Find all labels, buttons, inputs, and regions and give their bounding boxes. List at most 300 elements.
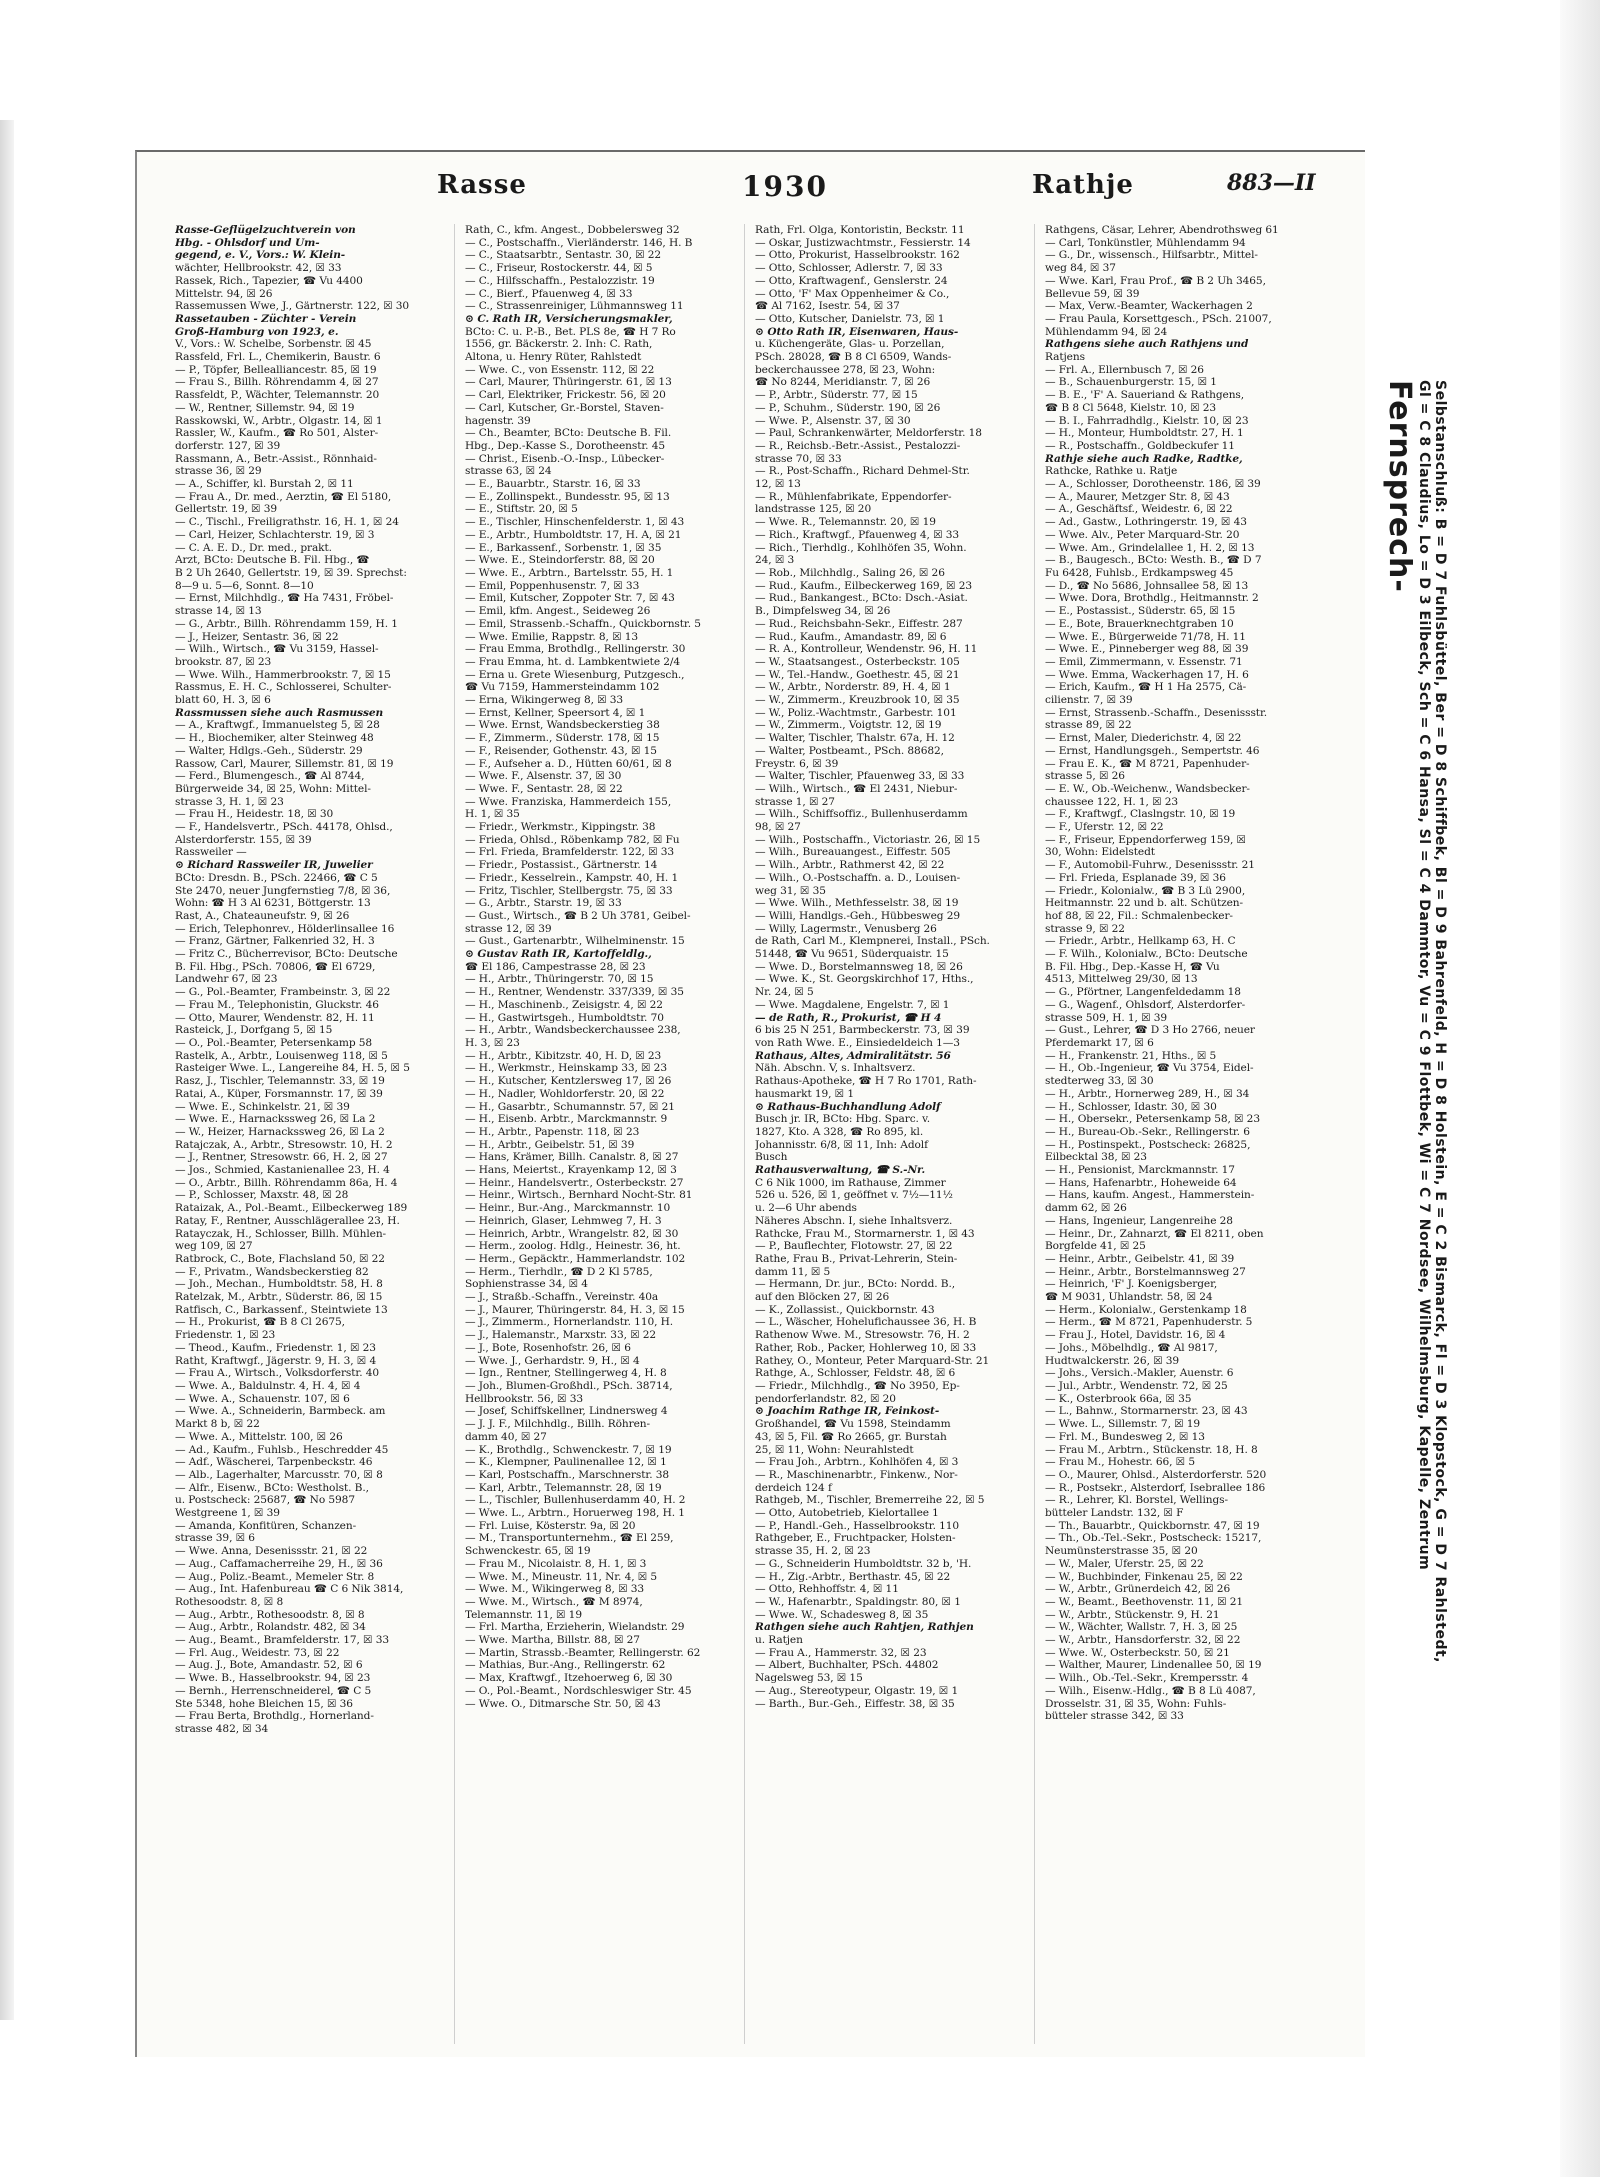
directory-entry: beckerchaussee 278, ☒ 23, Wohn: xyxy=(755,363,936,376)
directory-entry: — F., Uferstr. 12, ☒ 22 xyxy=(1045,821,1164,834)
directory-entry: — C., Bierf., Pfauenweg 4, ☒ 33 xyxy=(465,287,633,300)
directory-entry: Rasse-Geflügelzuchtverein von xyxy=(175,224,356,236)
directory-entry: bütteler Landstr. 132, ☒ F xyxy=(1045,1507,1184,1520)
directory-entry: strasse 36, ☒ 29 xyxy=(175,465,262,478)
directory-entry: — H., Postinspekt., Postscheck: 26825, xyxy=(1045,1138,1251,1151)
directory-entry: 6 bis 25 N 251, Barmbeckerstr. 73, ☒ 39 xyxy=(755,1024,970,1037)
directory-entry: — Wwe. M., Mineustr. 11, Nr. 4, ☒ 5 xyxy=(465,1570,658,1583)
directory-entry: — F. Wilh., Kolonialw., BCto: Deutsche xyxy=(1045,948,1248,961)
directory-entry: ☎ Vu 7159, Hammersteindamm 102 xyxy=(465,681,660,694)
directory-entry: — Otto, Kraftwagenf., Genslerstr. 24 xyxy=(755,274,948,287)
directory-entry: Näheres Abschn. I, siehe Inhaltsverz. xyxy=(755,1214,953,1227)
directory-entry: — Frau H., Heidestr. 18, ☒ 30 xyxy=(175,808,334,821)
directory-entry: Ratai, A., Küper, Forsmannstr. 17, ☒ 39 xyxy=(175,1087,383,1100)
directory-entry: — Wwe. Alv., Peter Marquard-Str. 20 xyxy=(1045,528,1240,541)
directory-entry: — Erich, Kaufm., ☎ H 1 Ha 2575, Cä- xyxy=(1045,681,1247,694)
directory-entry: — Frau M., Nicolaistr. 8, H. 1, ☒ 3 xyxy=(465,1557,647,1570)
directory-entry: von Rath Wwe. E., Einsiedeldeich 1—3 xyxy=(755,1037,960,1049)
directory-entry: Rathe, Frau B., Privat-Lehrerin, Stein- xyxy=(755,1252,958,1265)
directory-entry: — Otto, Kutscher, Danielstr. 73, ☒ 1 xyxy=(755,312,945,325)
directory-entry: ⊙ Richard Rassweiler IR, Juwelier xyxy=(175,859,373,872)
directory-entry: Rassmus, E. H. C., Schlosserei, Schulter- xyxy=(175,681,392,694)
directory-entry: — Emil, Kutscher, Zoppoter Str. 7, ☒ 43 xyxy=(465,592,675,605)
directory-entry: Rathgens, Cäsar, Lehrer, Abendrothsweg 61 xyxy=(1045,224,1279,236)
header-first-name: Rasse xyxy=(437,170,527,200)
directory-entry: — R., Post-Schaffn., Richard Dehmel-Str. xyxy=(755,465,970,478)
directory-entry: strasse 35, H. 2, ☒ 23 xyxy=(755,1545,871,1558)
directory-entry: — Friedr., Arbtr., Hellkamp 63, H. C xyxy=(1045,935,1236,948)
directory-entry: — L., Wäscher, Hohelufichaussee 36, H. B xyxy=(755,1316,977,1329)
directory-entry: — L., Bahnw., Stormarnerstr. 23, ☒ 43 xyxy=(1045,1405,1248,1418)
directory-entry: Arzt, BCto: Deutsche B. Fil. Hbg., ☎ xyxy=(175,554,370,567)
directory-entry: Rathaus, Altes, Admiralitätstr. 56 xyxy=(755,1049,951,1062)
directory-entry: — H., Arbtr., Geibelstr. 51, ☒ 39 xyxy=(465,1138,635,1151)
directory-entry: Rassow, Carl, Maurer, Sillemstr. 81, ☒ 19 xyxy=(175,757,394,770)
directory-entry: — H., Biochemiker, alter Steinweg 48 xyxy=(175,732,374,745)
directory-entry: — Aug., Beamt., Bramfelderstr. 17, ☒ 33 xyxy=(175,1634,389,1647)
directory-entry: — F., Privatm., Wandsbeckerstieg 82 xyxy=(175,1265,369,1278)
directory-entry: ☎ Al 7162, Isestr. 54, ☒ 37 xyxy=(755,300,900,313)
directory-entry: — Wwe. Wilh., Hammerbrookstr. 7, ☒ 15 xyxy=(175,668,391,681)
directory-entry: dorferstr. 127, ☒ 39 xyxy=(175,439,281,452)
directory-entry: Rassek, Rich., Tapezier, ☎ Vu 4400 xyxy=(175,274,363,287)
column-2 xyxy=(465,224,745,2044)
directory-entry: Ratajczak, A., Arbtr., Stresowstr. 10, H. 2 xyxy=(175,1138,393,1151)
directory-entry: — H., Nadler, Wohldorferstr. 20, ☒ 22 xyxy=(465,1087,665,1100)
directory-entry: — C., Postschaffn., Vierländerstr. 146, H. B xyxy=(465,236,693,249)
directory-entry: — H., Bureau-Ob.-Sekr., Rellingerstr. 6 xyxy=(1045,1125,1250,1138)
directory-entry: ☎ El 186, Campestrasse 28, ☒ 23 xyxy=(465,960,646,973)
directory-entry: 30, Wohn: Eidelstedt xyxy=(1045,846,1155,859)
directory-entry: — Erna u. Grete Wiesenburg, Putzgesch., xyxy=(465,668,685,681)
directory-entry: — J., Halemanstr., Marxstr. 33, ☒ 22 xyxy=(465,1329,657,1342)
directory-entry: — Ernst, Milchhdlg., ☎ Ha 7431, Fröbel- xyxy=(175,592,394,605)
directory-entry: — K., Klempner, Paulinenallee 12, ☒ 1 xyxy=(465,1456,667,1469)
directory-entry: PSch. 28028, ☎ B 8 Cl 6509, Wands- xyxy=(755,351,952,364)
directory-entry: brookstr. 87, ☒ 23 xyxy=(175,655,272,668)
directory-entry: — F., Zimmerm., Süderstr. 178, ☒ 15 xyxy=(465,732,660,745)
directory-entry: — Wwe. M., Wikingerweg 8, ☒ 33 xyxy=(465,1583,645,1596)
directory-entry: — Wwe. E., Harnackssweg 26, ☒ La 2 xyxy=(175,1113,376,1126)
column-4 xyxy=(1045,224,1325,2044)
directory-entry: strasse 39, ☒ 6 xyxy=(175,1532,255,1545)
directory-entry: ⊙ Rathaus-Buchhandlung Adolf xyxy=(755,1100,941,1113)
directory-entry: Rasteiger Wwe. L., Langereihe 84, H. 5, ☒ 5 xyxy=(175,1062,410,1075)
directory-entry: — G., Dr., wissensch., Hilfsarbtr., Mittel- xyxy=(1045,249,1258,262)
directory-entry: — Wwe. W., Schadesweg 8, ☒ 35 xyxy=(755,1608,929,1621)
directory-entry: — Walter, Tischler, Thalstr. 67a, H. 12 xyxy=(755,732,955,745)
directory-entry: pendorferlandstr. 82, ☒ 20 xyxy=(755,1392,896,1405)
directory-entry: ⊙ Otto Rath IR, Eisenwaren, Haus- xyxy=(755,325,959,338)
directory-entry: — Ernst, Maler, Diederichstr. 4, ☒ 22 xyxy=(1045,732,1242,745)
directory-entry: — C., Staatsarbtr., Sentastr. 30, ☒ 22 xyxy=(465,249,662,262)
directory-entry: — Heinr., Arbtr., Borstelmannsweg 27 xyxy=(1045,1265,1246,1278)
directory-entry: ☎ B 8 Cl 5648, Kielstr. 10, ☒ 23 xyxy=(1045,401,1217,414)
directory-entry: Ratay, F., Rentner, Ausschlägerallee 23, H. xyxy=(175,1214,400,1227)
directory-entry: — Gust., Gartenarbtr., Wilhelminenstr. 15 xyxy=(465,935,685,948)
directory-entry: — Rich., Tierhdlg., Kohlhöfen 35, Wohn. xyxy=(755,541,967,554)
page-number: 883—II xyxy=(1227,170,1316,196)
directory-entry: Markt 8 b, ☒ 22 xyxy=(175,1418,260,1431)
directory-entry: Rothesoodstr. 8, ☒ 8 xyxy=(175,1595,284,1608)
directory-entry: Neumünsterstrasse 35, ☒ 20 xyxy=(1045,1545,1198,1558)
directory-entry: — J., Straßb.-Schaffn., Vereinstr. 40a xyxy=(465,1291,659,1304)
directory-entry: — G., Pförtner, Langenfeldedamm 18 xyxy=(1045,986,1241,999)
directory-entry: Ratayczak, H., Schlosser, Billh. Mühlen- xyxy=(175,1227,387,1240)
directory-entry: — P., Töpfer, Bellealliancestr. 85, ☒ 19 xyxy=(175,363,377,376)
directory-entry: — Ferd., Blumengesch., ☎ Al 8744, xyxy=(175,770,365,783)
directory-entry: — R., Lehrer, Kl. Borstel, Wellings- xyxy=(1045,1494,1228,1507)
directory-entry: — E. W., Ob.-Weichenw., Wandsbecker- xyxy=(1045,782,1250,795)
directory-entry: Busch xyxy=(755,1151,788,1164)
directory-entry: blatt 60, H. 3, ☒ 6 xyxy=(175,694,271,707)
directory-entry: — Walter, Tischler, Pfauenweg 33, ☒ 33 xyxy=(755,770,965,783)
directory-entry: — C., Tischl., Freiligrathstr. 16, H. 1, ☒ 24 xyxy=(175,516,399,529)
directory-entry: — H., Arbtr., Papenstr. 118, ☒ 23 xyxy=(465,1125,640,1138)
directory-entry: strasse 9, ☒ 22 xyxy=(1045,922,1125,935)
directory-entry: — Jul., Arbtr., Wendenstr. 72, ☒ 25 xyxy=(1045,1379,1228,1392)
directory-entry: — A., Kraftwgf., Immanuelsteg 5, ☒ 28 xyxy=(175,719,380,732)
directory-entry: — Barth., Bur.-Geh., Eiffestr. 38, ☒ 35 xyxy=(755,1697,955,1710)
directory-entry: — W., Arbtr., Norderstr. 89, H. 4, ☒ 1 xyxy=(755,681,951,694)
directory-entry: — Wwe. Magdalene, Engelstr. 7, ☒ 1 xyxy=(755,998,950,1011)
directory-entry: Rassetauben - Züchter - Verein xyxy=(175,312,357,325)
directory-entry: — Frl. Martha, Erzieherin, Wielandstr. 29 xyxy=(465,1621,685,1634)
directory-entry: Ratfisch, C., Barkassenf., Steintwiete 13 xyxy=(175,1303,388,1316)
directory-entry: weg 109, ☒ 27 xyxy=(175,1240,253,1253)
directory-entry: — Wwe. Karl, Frau Prof., ☎ B 2 Uh 3465, xyxy=(1045,274,1266,287)
directory-entry: — P., Arbtr., Süderstr. 77, ☒ 15 xyxy=(755,389,918,402)
directory-entry: — E., Stiftstr. 20, ☒ 5 xyxy=(465,503,578,516)
directory-entry: — Joh., Mechan., Humboldtstr. 58, H. 8 xyxy=(175,1278,383,1291)
directory-entry: — Herm., zoolog. Hdlg., Heinestr. 36, ht. xyxy=(465,1240,681,1253)
directory-entry: Ratjens xyxy=(1045,351,1085,364)
header-year: 1930 xyxy=(742,170,828,203)
directory-entry: — Frau M., Telephonistin, Gluckstr. 46 xyxy=(175,998,379,1011)
directory-entry: — Ign., Rentner, Stellingerweg 4, H. 8 xyxy=(465,1367,667,1380)
directory-entry: — Frau J., Hotel, Davidstr. 16, ☒ 4 xyxy=(1045,1329,1226,1342)
directory-entry: — Aug., Arbtr., Rolandstr. 482, ☒ 34 xyxy=(175,1621,366,1634)
directory-entry: Schwenckestr. 65, ☒ 19 xyxy=(465,1545,591,1558)
directory-entry: strasse 3, H. 1, ☒ 23 xyxy=(175,795,284,808)
directory-entry: — W., Beamt., Beethovenstr. 11, ☒ 21 xyxy=(1045,1595,1244,1608)
directory-entry: — Wwe. D., Borstelmannsweg 18, ☒ 26 xyxy=(755,960,963,973)
directory-entry: — B. E., 'F' A. Saueriand & Rathgens, xyxy=(1045,389,1245,402)
directory-entry: Rathausverwaltung, ☎ S.-Nr. xyxy=(755,1164,926,1177)
directory-entry: Rathgen siehe auch Rahtjen, Rathjen xyxy=(755,1621,974,1634)
directory-entry: — W., Rentner, Sillemstr. 94, ☒ 19 xyxy=(175,401,355,414)
directory-entry: — G., Wagenf., Ohlsdorf, Alsterdorfer- xyxy=(1045,998,1246,1011)
directory-entry: strasse 89, ☒ 22 xyxy=(1045,719,1132,732)
directory-entry: Nr. 24, ☒ 5 xyxy=(755,986,814,999)
directory-entry: — Wwe. B., Hasselbrookstr. 94, ☒ 23 xyxy=(175,1672,371,1685)
directory-entry: Telemannstr. 11, ☒ 19 xyxy=(465,1608,582,1621)
directory-entry: — Wilh., Eisenw.-Hdlg., ☎ B 8 Lü 4087, xyxy=(1045,1684,1256,1697)
directory-entry: — Wwe. J., Gerhardstr. 9, H., ☒ 4 xyxy=(465,1354,640,1367)
directory-entry: u. 2—6 Uhr abends xyxy=(755,1202,857,1215)
directory-entry: — Christ., Eisenb.-O.-Insp., Lübecker- xyxy=(465,452,665,465)
directory-entry: — J., Zimmerm., Hornerlandstr. 110, H. xyxy=(465,1316,674,1329)
directory-entry: Rathje siehe auch Radke, Radtke, xyxy=(1045,452,1243,465)
directory-entry: auf den Blöcken 27, ☒ 26 xyxy=(755,1291,890,1304)
directory-entry: — F., Reisender, Gothenstr. 43, ☒ 15 xyxy=(465,744,657,757)
directory-entry: — O., Arbtr., Billh. Röhrendamm 86a, H. 4 xyxy=(175,1176,398,1189)
directory-entry: V., Vors.: W. Schelbe, Sorbenstr. ☒ 45 xyxy=(175,338,372,351)
directory-entry: — W., Buchbinder, Finkenau 25, ☒ 22 xyxy=(1045,1570,1243,1583)
directory-entry: Rathaus-Apotheke, ☎ H 7 Ro 1701, Rath- xyxy=(755,1075,977,1088)
directory-entry: — C., Friseur, Rostockerstr. 44, ☒ 5 xyxy=(465,262,653,275)
directory-entry: — Otto, Prokurist, Hasselbrookstr. 162 xyxy=(755,249,960,262)
directory-entry: Näh. Abschn. V, s. Inhaltsverz. xyxy=(755,1062,916,1075)
directory-entry: — Herm., Gepäcktr., Hammerlandstr. 102 xyxy=(465,1252,686,1265)
directory-entry: — C. A. E. D., Dr. med., prakt. xyxy=(175,541,332,554)
directory-entry: — Alb., Lagerhalter, Marcusstr. 70, ☒ 8 xyxy=(175,1468,383,1481)
directory-entry: Rasz, J., Tischler, Telemannstr. 33, ☒ 19 xyxy=(175,1075,385,1088)
directory-entry: — W., Zimmerm., Kreuzbrook 10, ☒ 35 xyxy=(755,694,960,707)
directory-entry: — Carl, Elektriker, Frickestr. 56, ☒ 20 xyxy=(465,389,666,402)
directory-entry: — W., Poliz.-Wachtmstr., Garbestr. 101 xyxy=(755,706,957,719)
directory-entry: — G., Pol.-Beamter, Frambeinstr. 3, ☒ 22 xyxy=(175,986,391,999)
directory-entry: — Wwe. A., Baldulnstr. 4, H. 4, ☒ 4 xyxy=(175,1379,361,1392)
directory-entry: Großhandel, ☎ Vu 1598, Steindamm xyxy=(755,1418,951,1431)
directory-entry: — W., Arbtr., Grünerdeich 42, ☒ 26 xyxy=(1045,1583,1231,1596)
directory-entry: hausmarkt 19, ☒ 1 xyxy=(755,1087,854,1100)
directory-entry: — Wilh., Ob.-Tel.-Sekr., Krempersstr. 4 xyxy=(1045,1672,1249,1685)
directory-entry: — Wwe. A., Schauenstr. 107, ☒ 6 xyxy=(175,1392,350,1405)
directory-entry: — A., Schiffer, kl. Burstah 2, ☒ 11 xyxy=(175,478,354,491)
directory-entry: Landwehr 67, ☒ 23 xyxy=(175,973,278,986)
directory-entry: Rassfeld, Frl. L., Chemikerin, Baustr. 6 xyxy=(175,351,381,364)
directory-entry: 1556, gr. Bäckerstr. 2. Inh: C. Rath, xyxy=(465,338,653,351)
directory-entry: — Gust., Lehrer, ☎ D 3 Ho 2766, neuer xyxy=(1045,1024,1255,1037)
directory-entry: — Fritz C., Bücherrevisor, BCto: Deutsche xyxy=(175,948,398,961)
directory-entry: — Wwe. K., St. Georgskirchhof 17, Hths., xyxy=(755,973,974,986)
directory-entry: — Frau A., Hammerstr. 32, ☒ 23 xyxy=(755,1646,927,1659)
directory-entry: Ratelzak, M., Arbtr., Süderstr. 86, ☒ 15 xyxy=(175,1291,383,1304)
directory-entry: — Wilh., Arbtr., Rathmerst 42, ☒ 22 xyxy=(755,859,945,872)
directory-entry: — Friedr., Werkmstr., Kippingstr. 38 xyxy=(465,821,656,834)
directory-entry: 12, ☒ 13 xyxy=(755,478,801,491)
directory-entry: Friedenstr. 1, ☒ 23 xyxy=(175,1329,276,1342)
directory-entry: — G., Schneiderin Humboldtstr. 32 b, 'H. xyxy=(755,1557,972,1570)
directory-entry: — Aug. J., Bote, Amandastr. 52, ☒ 6 xyxy=(175,1659,363,1672)
directory-entry: — W., Zimmerm., Voigtstr. 12, ☒ 19 xyxy=(755,719,942,732)
directory-entry: — Frl. A., Ellernbusch 7, ☒ 26 xyxy=(1045,363,1204,376)
directory-entry: — Otto, Maurer, Wendenstr. 82, H. 11 xyxy=(175,1011,375,1024)
directory-entry: cilienstr. 7, ☒ 39 xyxy=(1045,694,1133,707)
directory-entry: 8—9 u. 5—6, Sonnt. 8—10 xyxy=(175,579,314,592)
directory-entry: — Friedr., Postassist., Gärtnerstr. 14 xyxy=(465,859,658,872)
directory-entry: — Otto, Rehhoffstr. 4, ☒ 11 xyxy=(755,1583,899,1596)
side-exchange-codes: Selbstanschluß: B = D 7 Fuhlsbüttel, Ber = D 8 Schiffbek, Bl = D 9 Bahrenfeld, H = D 8 Holstein, E = C 2 Bismarck, Fl = D 3 Klopstock, G = D 7 Rahlstedt, Gl = C 8 Claudius, Lo = D 3 Eilbeck, Sch = C 6 Hansa, Sl = C 4 Dammtor, Vu = C 9 Flottbek, Wi = C 7 Nordsee, Wilhelmsburg, Kapelle, Zentrum xyxy=(1416,380,1448,1663)
directory-entry: — P., Handl.-Geh., Hasselbrookstr. 110 xyxy=(755,1519,960,1532)
directory-entry: H. 1, ☒ 35 xyxy=(465,808,520,821)
directory-entry: damm 11, ☒ 5 xyxy=(755,1265,831,1278)
directory-entry: — W., Tel.-Handw., Goethestr. 45, ☒ 21 xyxy=(755,668,960,681)
directory-entry: — Wwe. Anna, Desenissstr. 21, ☒ 22 xyxy=(175,1545,368,1558)
directory-entry: — Paul, Schrankenwärter, Meldorferstr. 18 xyxy=(755,427,982,440)
directory-entry: — Rud., Bankangest., BCto: Dsch.-Asiat. xyxy=(755,592,968,605)
directory-entry: — Wwe. M., Wirtsch., ☎ M 8974, xyxy=(465,1595,643,1608)
directory-entry: — Wwe. L., Sillemstr. 7, ☒ 19 xyxy=(1045,1418,1201,1431)
directory-entry: — Aug., Caffamacherreihe 29, H., ☒ 36 xyxy=(175,1557,383,1570)
directory-entry: Alsterdorferstr. 155, ☒ 39 xyxy=(175,833,312,846)
directory-entry: — E., Bauarbtr., Starstr. 16, ☒ 33 xyxy=(465,478,641,491)
directory-entry: — W., Hafenarbtr., Spaldingstr. 80, ☒ 1 xyxy=(755,1595,961,1608)
directory-entry: u. Postscheck: 25687, ☎ No 5987 xyxy=(175,1494,355,1507)
directory-entry: — Frl. Frieda, Bramfelderstr. 122, ☒ 33 xyxy=(465,846,675,859)
directory-entry: — J., Heizer, Sentastr. 36, ☒ 22 xyxy=(175,630,339,643)
directory-entry: — Frau Berta, Brothdlg., Hornerland- xyxy=(175,1710,374,1723)
directory-entry: — B., Baugesch., BCto: Westh. B., ☎ D 7 xyxy=(1045,554,1262,567)
directory-entry: — Wwe. W., Osterbeckstr. 50, ☒ 21 xyxy=(1045,1646,1230,1659)
directory-entry: — Frl. Aug., Weidestr. 73, ☒ 22 xyxy=(175,1646,340,1659)
directory-entry: — Wwe. Am., Grindelallee 1, H. 2, ☒ 13 xyxy=(1045,541,1255,554)
directory-entry: Mühlendamm 94, ☒ 24 xyxy=(1045,325,1168,338)
directory-entry: — H., Arbtr., Thüringerstr. 70, ☒ 15 xyxy=(465,973,654,986)
directory-entry: — C., Strassenreiniger, Lühmannsweg 11 xyxy=(465,300,684,313)
directory-entry: — E., Zollinspekt., Bundesstr. 95, ☒ 13 xyxy=(465,490,670,503)
directory-entry: — Wilh., Bureauangest., Eiffestr. 505 xyxy=(755,846,951,859)
directory-entry: — Frau M., Arbtrn., Stückenstr. 18, H. 8 xyxy=(1045,1443,1258,1456)
directory-entry: — de Rath, R., Prokurist, ☎ H 4 xyxy=(755,1011,942,1024)
directory-entry: — Erna, Wikingerweg 8, ☒ 33 xyxy=(465,694,624,707)
directory-entry: — Carl, Heizer, Schlachterstr. 19, ☒ 3 xyxy=(175,528,375,541)
directory-entry: — F., Friseur, Eppendorferweg 159, ☒ xyxy=(1045,833,1246,846)
directory-entry: — Walter, Postbeamt., PSch. 88682, xyxy=(755,744,944,757)
directory-entry: — Frl. M., Bundesweg 2, ☒ 13 xyxy=(1045,1430,1205,1443)
directory-entry: — G., Arbtr., Starstr. 19, ☒ 33 xyxy=(465,897,622,910)
directory-entry: hagenstr. 39 xyxy=(465,414,531,427)
directory-entry: — H., Schlosser, Idastr. 30, ☒ 30 xyxy=(1045,1100,1217,1113)
directory-entry: — Hans, Meiertst., Krayenkamp 12, ☒ 3 xyxy=(465,1164,677,1177)
directory-entry: — H., Eisenb. Arbtr., Marckmannstr. 9 xyxy=(465,1113,668,1126)
directory-entry: — H., Zig.-Arbtr., Berthastr. 45, ☒ 22 xyxy=(755,1570,951,1583)
directory-entry: — Rud., Kaufm., Amandastr. 89, ☒ 6 xyxy=(755,630,947,643)
directory-entry: — Ernst, Strassenb.-Schaffn., Desenissstr. xyxy=(1045,706,1268,719)
directory-entry: — Bernh., Herrenschneiderel, ☎ C 5 xyxy=(175,1684,372,1697)
directory-entry: Ste 5348, hohe Bleichen 15, ☒ 36 xyxy=(175,1697,353,1710)
directory-entry: strasse 14, ☒ 13 xyxy=(175,605,262,618)
directory-entry: — Rob., Milchhdlg., Saling 26, ☒ 26 xyxy=(755,566,945,579)
directory-entry: Johannisstr. 6/8, ☒ 11, Inh: Adolf xyxy=(755,1138,928,1151)
directory-entry: — Heinr., Handelsvertr., Osterbeckstr. 27 xyxy=(465,1176,684,1189)
directory-entry: — P., Schlosser, Maxstr. 48, ☒ 28 xyxy=(175,1189,349,1202)
directory-entry: — Wwe. E., Schinkelstr. 21, ☒ 39 xyxy=(175,1100,350,1113)
directory-entry: — Ernst, Handlungsgeh., Sempertstr. 46 xyxy=(1045,744,1260,757)
directory-entry: weg 84, ☒ 37 xyxy=(1045,262,1116,275)
directory-entry: strasse 70, ☒ 33 xyxy=(755,452,842,465)
directory-entry: — O., Maurer, Ohlsd., Alsterdorferstr. 520 xyxy=(1045,1468,1267,1481)
directory-entry: — Heinr., Dr., Zahnarzt, ☎ El 8211, oben xyxy=(1045,1227,1264,1240)
directory-entry: — A., Schlosser, Dorotheenstr. 186, ☒ 39 xyxy=(1045,478,1261,491)
directory-entry: — H., Arbtr., Kibitzstr. 40, H. D, ☒ 23 xyxy=(465,1049,662,1062)
directory-entry: ⊙ Gustav Rath IR, Kartoffeldlg., xyxy=(465,948,652,961)
directory-entry: Borgfelde 41, ☒ 25 xyxy=(1045,1240,1146,1253)
directory-entry: — Frau M., Hohestr. 66, ☒ 5 xyxy=(1045,1456,1195,1469)
directory-entry: ☎ M 9031, Uhlandstr. 58, ☒ 24 xyxy=(1045,1291,1213,1304)
directory-entry: — H., Werkmstr., Heinskamp 33, ☒ 23 xyxy=(465,1062,667,1075)
header-last-name: Rathje xyxy=(1032,170,1134,200)
directory-entry: — Wwe. Wilh., Methfesselstr. 38, ☒ 19 xyxy=(755,897,959,910)
directory-entry: — Wwe. L., Arbtrn., Horuerweg 198, H. 1 xyxy=(465,1507,685,1520)
directory-entry: u. Ratjen xyxy=(755,1634,803,1647)
directory-entry: chaussee 122, H. 1, ☒ 23 xyxy=(1045,795,1179,808)
directory-entry: — W., Arbtr., Stückenstr. 9, H. 21 xyxy=(1045,1608,1220,1621)
directory-entry: — Heinrich, Glaser, Lehmweg 7, H. 3 xyxy=(465,1214,662,1227)
directory-entry: — Wilh., O.-Postschaffn. a. D., Louisen- xyxy=(755,871,961,884)
directory-entry: — Walther, Maurer, Lindenallee 50, ☒ 19 xyxy=(1045,1659,1262,1672)
directory-entry: — Frl. Luise, Kösterstr. 9a, ☒ 20 xyxy=(465,1519,636,1532)
directory-entry: — Wwe. F., Sentastr. 28, ☒ 22 xyxy=(465,782,623,795)
directory-entry: — Frau E. K., ☎ M 8721, Papenhuder- xyxy=(1045,757,1250,770)
directory-entry: 51448, ☎ Vu 9651, Süderquaistr. 15 xyxy=(755,948,949,961)
directory-entry: Bürgerweide 34, ☒ 25, Wohn: Mittel- xyxy=(175,782,371,795)
directory-entry: — H., Gasarbtr., Schumannstr. 57, ☒ 21 xyxy=(465,1100,675,1113)
directory-entry: — Heinr., Wirtsch., Bernhard Nocht-Str. 81 xyxy=(465,1189,693,1202)
directory-entry: B. Fil. Hbg., PSch. 70806, ☎ El 6729, xyxy=(175,960,376,973)
directory-entry: — E., Arbtr., Humboldtstr. 17, H. A, ☒ 21 xyxy=(465,528,682,541)
directory-entry: derdeich 124 f xyxy=(755,1481,832,1494)
directory-entry: — Ad., Kaufm., Fuhlsb., Heschredder 45 xyxy=(175,1443,389,1456)
directory-entry: Rast, A., Chateauneufstr. 9, ☒ 26 xyxy=(175,909,350,922)
directory-entry: strasse 509, H. 1, ☒ 39 xyxy=(1045,1011,1168,1024)
directory-entry: — H., Obersekr., Petersenkamp 58, ☒ 23 xyxy=(1045,1113,1260,1126)
directory-entry: Rathcke, Frau M., Stormarnerstr. 1, ☒ 43 xyxy=(755,1227,975,1240)
directory-entry: Rasteick, J., Dorfgang 5, ☒ 15 xyxy=(175,1024,333,1037)
directory-entry: — Heinr., Bur.-Ang., Marckmannstr. 10 xyxy=(465,1202,671,1215)
directory-entry: damm 62, ☒ 26 xyxy=(1045,1202,1127,1215)
directory-entry: Rataizak, A., Pol.-Beamt., Eilbeckerweg 189 xyxy=(175,1202,408,1215)
directory-entry: B., Dimpfelsweg 34, ☒ 26 xyxy=(755,605,891,618)
directory-entry: — Hans, Hafenarbtr., Hoheweide 64 xyxy=(1045,1176,1237,1189)
directory-entry: Ratbrock, C., Bote, Flachsland 50, ☒ 22 xyxy=(175,1252,385,1265)
directory-entry: — R., Postsekr., Alsterdorf, Isebrallee 186 xyxy=(1045,1481,1266,1494)
directory-entry: Rassmussen siehe auch Rasmussen xyxy=(175,706,384,719)
directory-entry: stedterweg 33, ☒ 30 xyxy=(1045,1075,1154,1088)
directory-entry: — Aug., Poliz.-Beamt., Memeler Str. 8 xyxy=(175,1570,375,1583)
directory-entry: Rath, C., kfm. Angest., Dobbelersweg 32 xyxy=(465,224,680,236)
directory-entry: Rath, Frl. Olga, Kontoristin, Beckstr. 11 xyxy=(755,224,965,236)
directory-entry: — Wwe. A., Schneiderin, Barmbeck. am xyxy=(175,1405,386,1418)
directory-entry: 4513, Mittelweg 29/30, ☒ 13 xyxy=(1045,973,1198,986)
directory-entry: — Max, Kraftwgf., Itzehoerweg 6, ☒ 30 xyxy=(465,1672,673,1685)
directory-entry: — R., Reichsb.-Betr.-Assist., Pestalozzi- xyxy=(755,439,961,452)
directory-entry: — Frau Emma, Brothdlg., Rellingerstr. 30 xyxy=(465,643,686,656)
directory-entry: — Rud., Kaufm., Eilbeckerweg 169, ☒ 23 xyxy=(755,579,972,592)
directory-entry: — Karl, Postschaffn., Marschnerstr. 38 xyxy=(465,1468,670,1481)
directory-entry: — K., Osterbrook 66a, ☒ 35 xyxy=(1045,1392,1192,1405)
directory-entry: BCto: Dresdn. B., PSch. 22466, ☎ C 5 xyxy=(175,871,378,884)
directory-entry: — H., Pensionist, Marckmannstr. 17 xyxy=(1045,1164,1235,1177)
directory-entry: strasse 63, ☒ 24 xyxy=(465,465,552,478)
directory-entry: strasse 12, ☒ 39 xyxy=(465,922,552,935)
directory-entry: — W., Heizer, Harnackssweg 26, ☒ La 2 xyxy=(175,1125,385,1138)
directory-entry: — L., Tischler, Bullenhuserdamm 40, H. 2 xyxy=(465,1494,686,1507)
directory-entry: — Wwe. Franziska, Hammerdeich 155, xyxy=(465,795,672,808)
directory-entry: Rathgeb, M., Tischler, Bremerreihe 22, ☒ 5 xyxy=(755,1494,985,1507)
directory-entry: Hbg. - Ohlsdorf und Um- xyxy=(175,236,320,249)
directory-entry: — Frau S., Billh. Röhrendamm 4, ☒ 27 xyxy=(175,376,379,389)
directory-entry: — J. J. F., Milchhdlg., Billh. Röhren- xyxy=(465,1418,650,1431)
side-title: Fernsprech- xyxy=(1382,380,1417,593)
directory-entry: strasse 1, ☒ 27 xyxy=(755,795,835,808)
directory-entry: — Heinrich, 'F' J. Koenigsberger, xyxy=(1045,1278,1218,1291)
directory-entry: — Johs., Versich.-Makler, Auenstr. 6 xyxy=(1045,1367,1234,1380)
directory-entry: — O., Pol.-Beamt., Nordschleswiger Str. 45 xyxy=(465,1684,692,1697)
directory-entry: — P., Schuhm., Süderstr. 190, ☒ 26 xyxy=(755,401,941,414)
directory-entry: — Gust., Wirtsch., ☎ B 2 Uh 3781, Geibel- xyxy=(465,909,691,922)
